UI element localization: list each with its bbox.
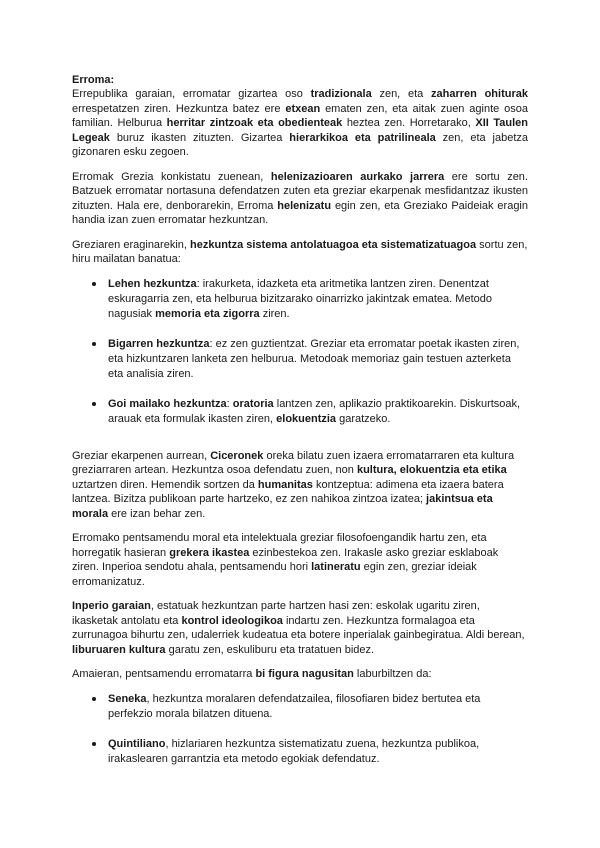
- list-item-higher: Goi mailako hezkuntza: oratoria lantzen zen, aplikazio praktikoarekin. Diskurtsoak, arauak eta formulak ikasten ziren, elokuentzia garatzeko.: [72, 397, 528, 427]
- list-item-quintilian: Quintiliano, hizlariaren hezkuntza sistematizatu zuena, hezkuntza publikoa, irakaslearen garrantzia eta metodo egokiak defendatuz.: [72, 737, 528, 767]
- document-title: Erroma:: [72, 74, 115, 86]
- figures-list: [72, 692, 528, 767]
- paragraph-greece: Erromak Grezia konkistatu zuenean, helenizazioaren aurkako jarrera ere sortu zen. Batzuek erromatar nortasuna defendatzen zuten eta greziar ekarpenak mesfidantzaz ikusten zituzten. Hala ere, denborarekin, Erroma helenizatu egin zen, eta Greziako Paideiak eragin handia izan zuen erromatar hezkuntzan.: [72, 170, 528, 226]
- education-levels-list: [72, 277, 528, 427]
- paragraph-intro: Errepublika garaian, erromatar gizartea oso tradizionala zen, eta zaharren ohiturak errespetatzen ziren. Hezkuntza batez ere etxean ematen zen, eta aitak zuen aginte osoa familian. Helburua herritar zintzoak eta obedienteak heztea zen. Horretarako, XII Taulen Legeak buruz ikasten zituzten. Gizartea hierarkikoa eta patrilineala zen, eta jabetza gizonaren esku zegoen.: [72, 88, 528, 158]
- document-body: [72, 73, 528, 767]
- list-item-seneca: Seneka, hezkuntza moralaren defendatzailea, filosofiaren bidez bertutea eta perfekzio morala bilatzen dituena.: [72, 692, 528, 722]
- paragraph-thought: Erromako pentsamendu moral eta intelektuala greziar filosofoengandik hartu zen, eta horregatik hasieran grekera ikastea ezinbestekoa zen. Irakasle asko greziar esklaboak ziren. Inperioa sendotu ahala, pentsamendu hori latineratu egin zen, greziar ideiak erromanizatuz.: [72, 532, 499, 588]
- list-item-primary: Lehen hezkuntza: irakurketa, idazketa eta aritmetika lantzen ziren. Denentzat eskuragarria zen, eta helburua bizitzarako oinarrizko jakintzak ematea. Metodo nagusiak memoria eta zigorra ziren.: [72, 277, 528, 322]
- paragraph-cicero: Greziar ekarpenen aurrean, Ciceronek oreka bilatu zuen izaera erromatarraren eta kultura greziarraren artean. Hezkuntza osoa defendatu zuen, non kultura, elokuentzia eta etika uztartzen diren. Hemendik sortzen da humanitas kontzeptua: adimena eta izaera batera lantzea. Bizitza publikoan parte hartzeko, ez zen nahikoa zintzoa izatea; jakintsua eta morala ere izan behar zen.: [72, 449, 515, 520]
- paragraph-conclusion: Amaieran, pentsamendu erromatarra bi figura nagusitan laburbiltzen da:: [72, 668, 432, 680]
- paragraph-empire: Inperio garaian, estatuak hezkuntzan parte hartzen hasi zen: eskolak ugaritu ziren, ikasketak antolatu eta kontrol ideologikoa indartu zen. Hezkuntza formalagoa eta zurrunagoa bihurtu zen, udalerriek kudeatua eta botere inperialak gainbegiratua. Aldi berean, liburuaren kultura garatu zen, eskuliburu eta tratatuen bidez.: [72, 600, 525, 656]
- list-item-secondary: Bigarren hezkuntza: ez zen guztientzat. Greziar eta erromatar poetak ikasten ziren, eta hizkuntzaren lanketa zen helburua. Metodoak memoriaz gain testuen azterketa eta analisia ziren.: [72, 337, 528, 382]
- paragraph-system: Greziaren eraginarekin, hezkuntza sistema antolatuagoa eta sistematizatuagoa sortu zen, hiru mailatan banatua:: [72, 238, 528, 265]
